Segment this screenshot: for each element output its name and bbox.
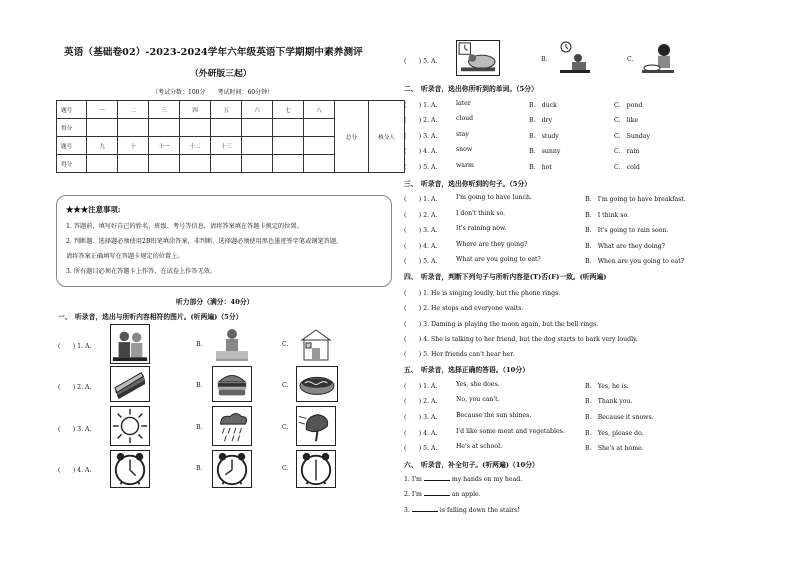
page-title: 英语（基础卷02）-2023-2024学年六年级英语下学期期中素养测评: [64, 47, 363, 58]
question-number: ( ) 5. A.: [404, 445, 438, 452]
part1-title: 一、 听录音，选出与所听内容相符的图片。(听两遍)（5分）: [58, 313, 243, 321]
option-c-label: C.: [282, 465, 289, 472]
table-cell: 五: [211, 101, 242, 119]
part3-title: 三、 听录音，选出你听到的句子。（5分）: [404, 180, 532, 188]
score-cell[interactable]: [180, 155, 211, 173]
sandwich-picture-icon[interactable]: [110, 366, 150, 402]
score-cell[interactable]: [118, 119, 149, 137]
option-a: cloud: [456, 115, 474, 122]
option-a: It's raining now.: [456, 225, 507, 232]
table-label: 得分: [57, 119, 87, 137]
option-b-label: B.: [196, 341, 203, 348]
option-c: C. Sunday: [614, 133, 651, 140]
question-number: ( ) 4. A.: [404, 148, 438, 155]
option-c: C. like: [614, 117, 639, 124]
question-number: ( ) 3. A.: [404, 414, 438, 421]
option-b: B. duck: [529, 102, 557, 109]
option-b-label: B.: [196, 424, 203, 431]
option-a: snow: [456, 146, 473, 153]
table-label: 题号: [57, 137, 87, 155]
option-c-label: C.: [282, 341, 289, 348]
option-b: B. sunny: [529, 148, 561, 155]
question-number: ( ) 1. A.: [404, 383, 438, 390]
option-c-label: C.: [282, 382, 289, 389]
option-b: B. Yes, he is.: [585, 383, 629, 390]
note-item: 3. 所有题目必须在答题卡上作答，在试卷上作答无效。: [66, 268, 217, 275]
question-number: ( ) 2. A.: [58, 384, 92, 391]
answer-blank[interactable]: [424, 475, 450, 481]
option-a: I'd like some meat and vegetables.: [456, 428, 565, 435]
question-number: ( ) 5. A.: [404, 164, 438, 171]
option-a: later: [456, 100, 471, 107]
house-picture-icon[interactable]: [296, 324, 336, 364]
option-a: stay: [456, 131, 469, 138]
option-a: Yes, she does.: [456, 381, 500, 388]
statement-item: ( ) 1. He is singing loudly, but the phone rings.: [404, 290, 561, 297]
question-number: ( ) 4. A.: [404, 243, 438, 250]
hotdog-picture-icon[interactable]: [296, 366, 338, 402]
table-cell: 九: [87, 137, 118, 155]
part2-title: 二、 听录音，选出你所听到的单词。（5分）: [404, 85, 538, 93]
part6-title: 六、 听录音，补全句子。(听两遍)（10分）: [404, 461, 539, 469]
score-cell[interactable]: [273, 119, 304, 137]
statement-item: ( ) 3. Daming is playing the moon again, but the bell rings.: [404, 321, 599, 328]
reviewer-cell: 核分人: [369, 101, 405, 173]
clock-picture-icon[interactable]: [296, 450, 336, 488]
option-c-label: C.: [282, 424, 289, 431]
score-cell[interactable]: [211, 155, 242, 173]
table-cell: [242, 137, 273, 155]
score-cell[interactable]: [180, 119, 211, 137]
playground-picture-icon[interactable]: [212, 324, 252, 364]
option-b-label: B.: [541, 56, 548, 63]
question-number: ( ) 5. A.: [404, 58, 438, 65]
option-b: B. Yes, please do.: [585, 430, 644, 437]
sentence-end: an apple.: [451, 491, 481, 498]
option-c-label: C.: [627, 56, 634, 63]
fill-blank-sentence: [404, 490, 481, 498]
score-cell[interactable]: [242, 119, 273, 137]
option-b: B. Because it snows.: [585, 414, 654, 421]
question-number: ( ) 1. A.: [58, 343, 92, 350]
people-picture-icon[interactable]: [110, 324, 150, 364]
option-b: B. hot: [529, 164, 552, 171]
table-cell: 十一: [149, 137, 180, 155]
option-b-label: B.: [196, 465, 203, 472]
question-number: ( ) 2. A.: [404, 212, 438, 219]
table-label: 题号: [57, 101, 87, 119]
fill-blank-sentence: [404, 475, 522, 483]
question-number: ( ) 3. A.: [58, 426, 92, 433]
option-b: B. I think so.: [585, 212, 630, 219]
option-c: C. cold: [614, 164, 640, 171]
option-b: B. It's going to rain soon.: [585, 227, 669, 234]
score-cell: [273, 155, 304, 173]
score-cell[interactable]: [87, 155, 118, 173]
question-number: ( ) 1. A.: [404, 196, 438, 203]
score-info: （考试分数：100分 考试时间：60分钟）: [152, 89, 274, 96]
option-a: warm: [456, 162, 474, 169]
answer-blank[interactable]: [412, 506, 438, 512]
sentence-start: 2. I'm: [404, 491, 422, 498]
total-score-cell: 总分: [335, 101, 369, 173]
option-b: B. study: [529, 133, 559, 140]
option-c: C. pond: [614, 102, 643, 109]
question-number: ( ) 4. A.: [58, 467, 92, 474]
option-c: C. rain: [614, 148, 640, 155]
sentence-end: my hands on my head.: [451, 476, 523, 483]
sentence-start: 1. I'm: [404, 476, 422, 483]
sentence-start: 3.: [404, 507, 410, 514]
score-cell[interactable]: [149, 155, 180, 173]
table-cell: 三: [149, 101, 180, 119]
sentence-end: is falling down the stairs!: [439, 507, 520, 514]
windy-tree-picture-icon[interactable]: [296, 406, 336, 446]
question-number: ( ) 2. A.: [404, 117, 438, 124]
table-cell: 六: [242, 101, 273, 119]
table-cell: 八: [304, 101, 335, 119]
clock-picture-icon[interactable]: [212, 450, 252, 488]
option-b: B. When are you going to eat?: [585, 258, 685, 265]
table-cell: 十三: [211, 137, 242, 155]
note-item: 请将答案正确填写在答题卡规定的位置上。: [66, 253, 184, 260]
fill-blank-sentence: [404, 506, 520, 514]
question-number: ( ) 1. A.: [404, 102, 438, 109]
note-item: 2. 判断题、选择题必须使用2B铅笔填涂答案，非判断、选择题必须使用黑色墨迹签字笔或钢笔答题，: [66, 238, 343, 245]
score-cell[interactable]: [118, 155, 149, 173]
score-cell: [242, 155, 273, 173]
clock-picture-icon[interactable]: [110, 450, 150, 488]
option-a: What are you going to eat?: [456, 256, 541, 263]
option-b: B. dry: [529, 117, 553, 124]
score-cell[interactable]: [304, 119, 335, 137]
rain-cloud-picture-icon[interactable]: [212, 406, 252, 446]
option-b: B. What are they doing?: [585, 243, 665, 250]
table-cell: 十: [118, 137, 149, 155]
hamburger-picture-icon[interactable]: [212, 366, 252, 402]
note-item: 1. 答题前，填写好自己的姓名、班级、考号等信息，请将答案填在答题卡规定的位置。: [66, 223, 303, 230]
sleeping-picture-icon[interactable]: [456, 40, 500, 76]
studying-picture-icon[interactable]: [556, 40, 594, 76]
statement-item: ( ) 4. She is talking to her friend, but the dog starts to bark very loudly.: [404, 336, 638, 343]
question-number: ( ) 2. A.: [404, 398, 438, 405]
score-table: [56, 100, 405, 173]
score-cell[interactable]: [149, 119, 180, 137]
score-cell[interactable]: [87, 119, 118, 137]
table-cell: 二: [118, 101, 149, 119]
option-a: Where are they going?: [456, 241, 528, 248]
table-cell: 七: [273, 101, 304, 119]
option-b: B. I'm going to have breakfast.: [585, 196, 686, 203]
eating-picture-icon[interactable]: [640, 40, 676, 76]
option-b: B. Thank you.: [585, 398, 633, 405]
option-a: He's at school.: [456, 443, 503, 450]
question-number: ( ) 5. A.: [404, 258, 438, 265]
table-cell: [304, 137, 335, 155]
statement-item: ( ) 2. He stops and everyone waits.: [404, 305, 524, 312]
statement-item: ( ) 5. Her friends can't hear her.: [404, 351, 515, 358]
notes-heading: ★★★注意事项:: [66, 205, 121, 214]
page-subtitle: （外研版三起）: [190, 69, 252, 79]
answer-blank[interactable]: [424, 490, 450, 496]
option-b: B. She's at home.: [585, 445, 644, 452]
score-cell: [304, 155, 335, 173]
part4-title: 四、 听录音，判断下列句子与所听内容是(T)否(F)一致。(听两遍): [404, 273, 607, 281]
listening-title: 听力部分（满分：40分）: [176, 298, 254, 306]
score-cell[interactable]: [211, 119, 242, 137]
table-cell: 一: [87, 101, 118, 119]
option-a: I don't think so.: [456, 210, 506, 217]
option-a: No, you can't.: [456, 396, 500, 403]
option-a: Because the sun shines.: [456, 412, 532, 419]
table-cell: 四: [180, 101, 211, 119]
table-cell: 十二: [180, 137, 211, 155]
question-number: ( ) 3. A.: [404, 227, 438, 234]
option-a: I'm going to have lunch.: [456, 194, 532, 201]
table-label: 得分: [57, 155, 87, 173]
question-number: ( ) 3. A.: [404, 133, 438, 140]
sun-picture-icon[interactable]: [110, 406, 150, 446]
question-number: ( ) 4. A.: [404, 430, 438, 437]
part5-title: 五、 听录音，选择正确的答语。（10分）: [404, 366, 530, 374]
table-cell: [273, 137, 304, 155]
option-b-label: B.: [196, 382, 203, 389]
